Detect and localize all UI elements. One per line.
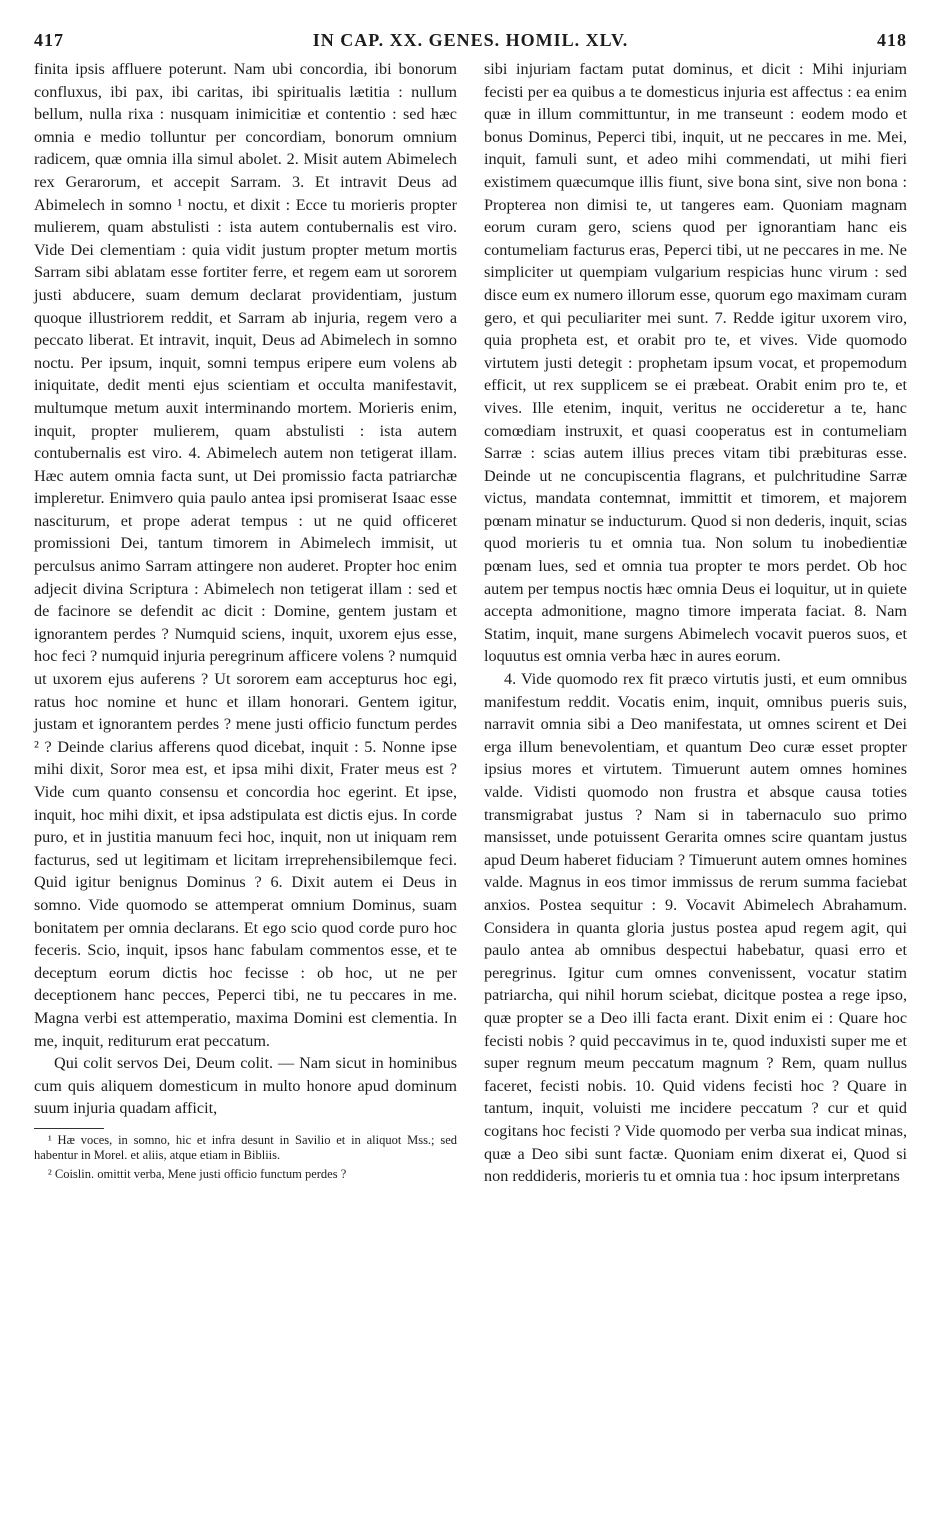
right-column [484,58,907,1188]
left-paragraph-2: Qui colit servos Dei, Deum colit. — Nam sicut in hominibus cum quis aliquem domesticum in multo honore apud dominum suum injuria quadam afficit, [34,1054,457,1118]
text-columns [34,58,907,1188]
footnote-2: ² Coislin. omittit verba, Mene justi officio functum perdes ? [48,1166,347,1181]
footnotes [34,1133,457,1182]
right-page-number: 418 [877,30,907,50]
footnote-rule [34,1128,104,1129]
running-title: IN CAP. XX. GENES. HOMIL. XLV. [312,30,629,50]
left-paragraph-1: finita ipsis affluere poterunt. Nam ubi concordia, ibi bonorum confluxus, ibi pax, ibi caritas, ibi spiritualis lætitia : nullum bellum, nulla rixa : nusquam inimicitiæ et contentio : sed hæc omnia e medio tolluntur per concordiam, bonorum omnium radicem, quæ omnia illa simul abolet. 2. Misit autem Abimelech rex Gerarorum, et accepit Sarram. 3. Et intravit Deus ad Abimelech in somno ¹ noctu, et dixit : Ecce tu morieris propter mulierem, quam abstulisti : ista autem contubernalis est viro. Vide Dei clementiam : quia vidit justum propter metum mortis Sarram sibi ablatam esse fortiter ferre, et regem eam ut sororem justi abducere, suam demum declarat providentiam, justum quoque illustriorem reddit, et Sarram ab injuria, regem vero a peccato liberat. Et intravit, inquit, Deus ad Abimelech in somno noctu. Per ipsum, inquit, somni tempus eripere eum volens ab iniquitate, dedit menti ejus scientiam et occulta manifestavit, multumque metum auxit interminando mortem. Morieris enim, inquit, propter mulierem, quam abstulisti : ista autem contubernalis est viro. 4. Abimelech autem non tetigerat illam. Hæc autem omnia facta sunt, ut Dei promissio facta patriarchæ impleretur. Enimvero quia paulo antea ipsi promiserat Isaac esse nasciturum, et prope aderat tempus : ut ne quid officeret promissioni Dei, tantum timorem in Abimelech immisit, ut perculsus animo Sarram attingere non auderet. Propter hoc enim adjecit divina Scriptura : Abimelech non tetigerat illam : sed et de facinore se defendit ac dicit : Domine, gentem justam et ignorantem perdes ? Numquid sciens, inquit, uxorem ejus esse, hoc feci ? numquid injuria peregrinum afficere volens ? numquid ut uxorem ejus auferens ? Ut sororem eam accepturus hoc egi, ratus hoc nomine et hunc et illam honorari. Gentem igitur, justam et ignorantem perdes ? mene justi officio functum perdes ² ? Deinde clarius afferens quod dicebat, inquit : 5. Nonne ipse mihi dixit, Soror mea est, et ipsa mihi dixit, Frater meus est ? Vide cum quanto consensu et concordia hoc egerint. Et ipse, inquit, hoc mihi dixit, et ipsa adstipulata est dictis ejus. In corde puro, et in justitia manuum feci hoc, inquit, non ut iniquam rem facturus, sed ut legitimam et licitam irreprehensibilemque feci. Quid igitur benignus Dominus ? 6. Dixit autem ei Deus in somno. Vide quomodo se attemperat omnium Dominus, suam bonitatem per omnia declarans. Et ego scio quod corde puro hoc feceris. Scio, inquit, ipsos hanc fabulam commentos esse, et te deceptum eorum dictis hoc fecisse : ob hoc, ut ne per deceptionem hanc pecces, Peperci tibi, ne tu peccares in me. Magna verbi est attemperatio, maxima Domini est clementia. In me, inquit, rediturum erat peccatum. [34,60,457,1050]
running-head [34,30,907,54]
right-paragraph-1: sibi injuriam factam putat dominus, et dicit : Mihi injuriam fecisti per ea quibus a te domesticus injuria est affectus : ea enim quæ in illum committuntur, in me transeunt : eodem modo et bonus Dominus, Peperci tibi, inquit, ut ne peccares in me. Mei, inquit, famuli sunt, et adeo mihi commendati, ut mihi fieri existimem quæcumque illis fiunt, sive bona sint, sive non bona : Propterea non dimisi te, ut tangeres eam. Quoniam magnam eorum curam gero, sciens quod per ignorantiam hanc eis contumeliam facturus eras, Peperci tibi, ut ne peccares in me. Ne simpliciter ut quempiam vulgarium respicias hunc virum : sed disce eum ex numero illorum esse, quorum ego maximam curam gero, et qui peculiariter mei sunt. 7. Redde igitur uxorem viro, quia propheta est, et orabit pro te, et vives. Vide quomodo virtutem justi detegit : prophetam ipsum vocat, et propemodum efficit, ut rex supplicem se ei præbeat. Orabit enim pro te, et vives. Ille etenim, inquit, veritus ne occideretur a te, hanc comœdiam instruxit, et quasi cooperatus est in contumeliam Sarræ : scias autem illius preces vitam tibi præbituras esse. Deinde ut ne concupiscentia flagrans, et pulchritudine Sarræ victus, mandata contemnat, immittit et timorem, et majorem pœnam minatur se inducturum. Quod si non dederis, inquit, scias quod morieris tu et omnia tua. Non solum tu inobedientiæ pœnam lues, sed et omnia tua propter te mors perdet. Ob hoc autem per tempus noctis hæc omnia Deus ei loquitur, ut in quiete accepta admonitione, magno timore imperata faciat. 8. Nam Statim, inquit, mane surgens Abimelech vocavit pueros suos, et loquutus est omnia verba hæc in aures eorum. [484,60,907,666]
footnote-1: ¹ Hæ voces, in somno, hic et infra desunt in Savilio et in aliquot Mss.; sed habentur in Morel. et aliis, atque etiam in Bibliis. [34,1132,457,1162]
left-column [34,58,457,1188]
left-page-number: 417 [34,30,64,50]
right-paragraph-2: 4. Vide quomodo rex fit præco virtutis justi, et eum omnibus manifestum reddit. Vocatis enim, inquit, omnibus pueris suis, narravit omnia sibi a Deo manifestata, ut omnes scirent et Dei erga illum benevolentiam, et quantum Deo curæ esset propter ipsius mores et virtutem. Timuerunt autem omnes homines valde. Vidisti quomodo non frustra et absque causa toties transmigrabat justus ? Nam si in tabernaculo suo primo mansisset, unde potuissent Gerarita omnes scire quantam justus apud Deum haberet fiduciam ? Timuerunt autem omnes homines valde. Magnus in eos timor immissus de rerum summa faciebat anxios. Postea sequitur : 9. Vocavit Abimelech Abrahamum. Considera in quanta gloria justus postea apud regem agit, qui paulo antea ab omnibus despectui habebatur, quasi erro et peregrinus. Igitur cum omnes convenissent, vocatur statim patriarcha, qui nihil horum sciebat, dicitque postea a rege ipso, quæ propter se a Deo illi facta erant. Dixit enim ei : Quare hoc fecisti nobis ? quid peccavimus in te, quod induxisti super me et super regnum meum peccatum magnum ? Rem, quam nullus faceret, fecisti nobis. 10. Quid videns fecisti hoc ? Quare in tantum, inquit, voluisti me incidere peccatum ? cur et quid cogitans hoc fecisti ? Vide quomodo per verba sua indicat minas, quæ a Deo sibi sunt factæ. Quoniam enim dixerat ei, Quod si non reddideris, morieris tu et omnia tua : hoc ipsum interpretans [484,670,907,1186]
